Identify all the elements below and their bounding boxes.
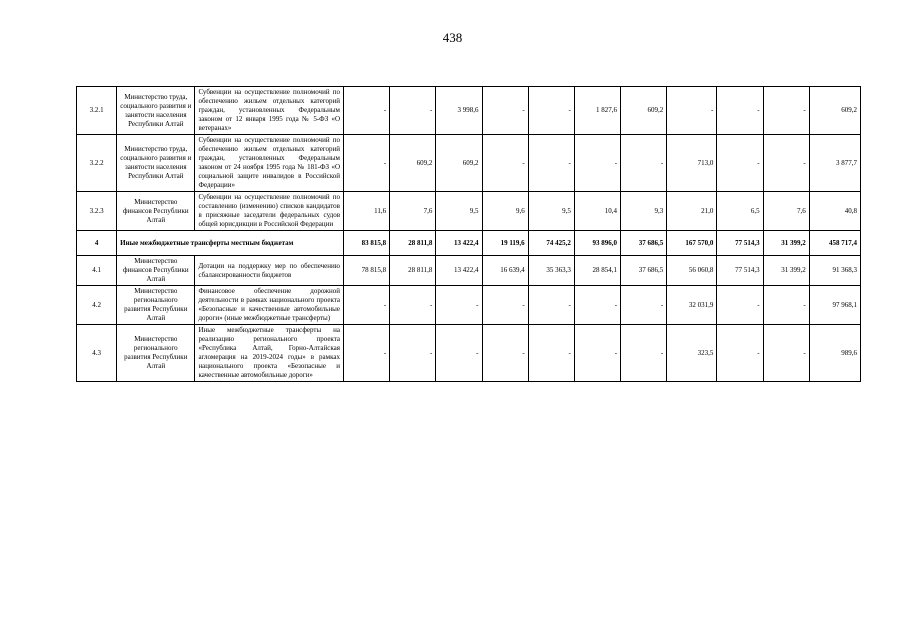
row-value: -	[344, 325, 390, 382]
row-value: 32 031,9	[667, 286, 717, 325]
row-description: Иные межбюджетные трансферты на реализацию регионального проекта «Республика Алтай, Горно-Алтайская агломерация на 2019-2024 годы» в рамках национального проекта «Безопасные и качественные автомобильные дороги»	[195, 325, 344, 382]
row-value: 609,2	[621, 87, 667, 135]
row-value: -	[528, 135, 574, 192]
ministry-name: Министерство финансов Республики Алтай	[117, 256, 195, 286]
row-description: Дотации на поддержку мер по обеспечению сбалансированности бюджетов	[195, 256, 344, 286]
row-description: Субвенции на осуществление полномочий по обеспечению жильем отдельных категорий граждан, установленных Федеральным законом от 12 января 1995 года № 5-ФЗ «О ветеранах»	[195, 87, 344, 135]
row-value: -	[436, 286, 482, 325]
row-value: 40,8	[809, 192, 860, 231]
summary-value: 28 811,8	[390, 231, 436, 256]
row-value: -	[667, 87, 717, 135]
row-value: 609,2	[390, 135, 436, 192]
row-code: 4.3	[77, 325, 117, 382]
row-value: 9,3	[621, 192, 667, 231]
row-value: -	[763, 135, 809, 192]
row-description: Финансовое обеспечение дорожной деятельности в рамках национального проекта «Безопасные и качественные автомобильные дороги» (иные межбюджетные трансферты)	[195, 286, 344, 325]
summary-code: 4	[77, 231, 117, 256]
row-value: -	[717, 135, 763, 192]
ministry-name: Министерство финансов Республики Алтай	[117, 192, 195, 231]
row-value: 3 877,7	[809, 135, 860, 192]
row-value: 56 060,8	[667, 256, 717, 286]
row-value: 35 363,3	[528, 256, 574, 286]
table-row	[77, 325, 861, 382]
row-value: 28 854,1	[574, 256, 620, 286]
row-value: -	[344, 135, 390, 192]
table-body-subventions	[77, 87, 861, 231]
summary-value: 13 422,4	[436, 231, 482, 256]
row-value: -	[763, 87, 809, 135]
row-code: 3.2.2	[77, 135, 117, 192]
row-value: -	[763, 325, 809, 382]
summary-value: 31 399,2	[763, 231, 809, 256]
row-value: 9,5	[436, 192, 482, 231]
row-code: 4.2	[77, 286, 117, 325]
table-row	[77, 192, 861, 231]
row-description: Субвенции на осуществление полномочий по обеспечению жильем отдельных категорий граждан, установленных Федеральным законом от 24 ноября 1995 года № 181-ФЗ «О социальной защите инвалидов в Российской Федерации»	[195, 135, 344, 192]
row-value: -	[574, 286, 620, 325]
summary-value: 77 514,3	[717, 231, 763, 256]
summary-value: 458 717,4	[809, 231, 860, 256]
row-value: 21,0	[667, 192, 717, 231]
table-row	[77, 87, 861, 135]
summary-value: 37 686,5	[621, 231, 667, 256]
row-value: -	[528, 325, 574, 382]
table-body-summary	[77, 231, 861, 256]
ministry-name: Министерство труда, социального развития и занятости населения Республики Алтай	[117, 87, 195, 135]
row-value: 78 815,8	[344, 256, 390, 286]
row-value: 16 639,4	[482, 256, 528, 286]
row-value: 713,0	[667, 135, 717, 192]
row-value: 989,6	[809, 325, 860, 382]
row-value: -	[344, 286, 390, 325]
row-value: -	[528, 286, 574, 325]
row-value: 6,5	[717, 192, 763, 231]
row-value: 37 686,5	[621, 256, 667, 286]
table-body-transfers	[77, 256, 861, 382]
row-value: 97 968,1	[809, 286, 860, 325]
table-row	[77, 135, 861, 192]
row-value: -	[344, 87, 390, 135]
row-description: Субвенции на осуществление полномочий по составлению (изменению) списков кандидатов в присяжные заседатели федеральных судов общей юрисдикции в Российской Федерации	[195, 192, 344, 231]
row-value: 10,4	[574, 192, 620, 231]
row-value: -	[482, 286, 528, 325]
row-value: 13 422,4	[436, 256, 482, 286]
row-value: 323,5	[667, 325, 717, 382]
row-value: -	[574, 135, 620, 192]
row-value: -	[621, 325, 667, 382]
row-value: -	[390, 87, 436, 135]
ministry-name: Министерство регионального развития Республики Алтай	[117, 325, 195, 382]
row-value: 7,6	[763, 192, 809, 231]
row-value: 609,2	[809, 87, 860, 135]
row-value: -	[621, 286, 667, 325]
row-value: -	[621, 135, 667, 192]
row-value: -	[482, 87, 528, 135]
ministry-name: Министерство труда, социального развития и занятости населения Республики Алтай	[117, 135, 195, 192]
summary-row	[77, 231, 861, 256]
row-value: 91 368,3	[809, 256, 860, 286]
row-value: -	[390, 286, 436, 325]
row-value: -	[717, 286, 763, 325]
row-value: 3 998,6	[436, 87, 482, 135]
row-value: -	[574, 325, 620, 382]
summary-description: Иные межбюджетные трансферты местным бюджетам	[117, 231, 344, 256]
row-value: -	[717, 87, 763, 135]
summary-value: 167 570,0	[667, 231, 717, 256]
row-value: 31 399,2	[763, 256, 809, 286]
summary-value: 74 425,2	[528, 231, 574, 256]
ministry-name: Министерство регионального развития Республики Алтай	[117, 286, 195, 325]
row-code: 3.2.1	[77, 87, 117, 135]
row-value: -	[482, 325, 528, 382]
budget-table	[76, 86, 861, 382]
row-value: 9,6	[482, 192, 528, 231]
row-value: 7,6	[390, 192, 436, 231]
row-value: 11,6	[344, 192, 390, 231]
row-value: 9,5	[528, 192, 574, 231]
row-value: 1 827,6	[574, 87, 620, 135]
summary-value: 83 815,8	[344, 231, 390, 256]
summary-value: 93 896,0	[574, 231, 620, 256]
summary-value: 19 119,6	[482, 231, 528, 256]
row-value: -	[390, 325, 436, 382]
row-code: 3.2.3	[77, 192, 117, 231]
table-row	[77, 256, 861, 286]
row-value: -	[528, 87, 574, 135]
row-value: 77 514,3	[717, 256, 763, 286]
row-value: -	[482, 135, 528, 192]
row-value: -	[436, 325, 482, 382]
page-number: 438	[442, 30, 463, 45]
row-value: -	[763, 286, 809, 325]
row-value: 609,2	[436, 135, 482, 192]
row-value: -	[717, 325, 763, 382]
row-code: 4.1	[77, 256, 117, 286]
table-row	[77, 286, 861, 325]
row-value: 28 811,8	[390, 256, 436, 286]
